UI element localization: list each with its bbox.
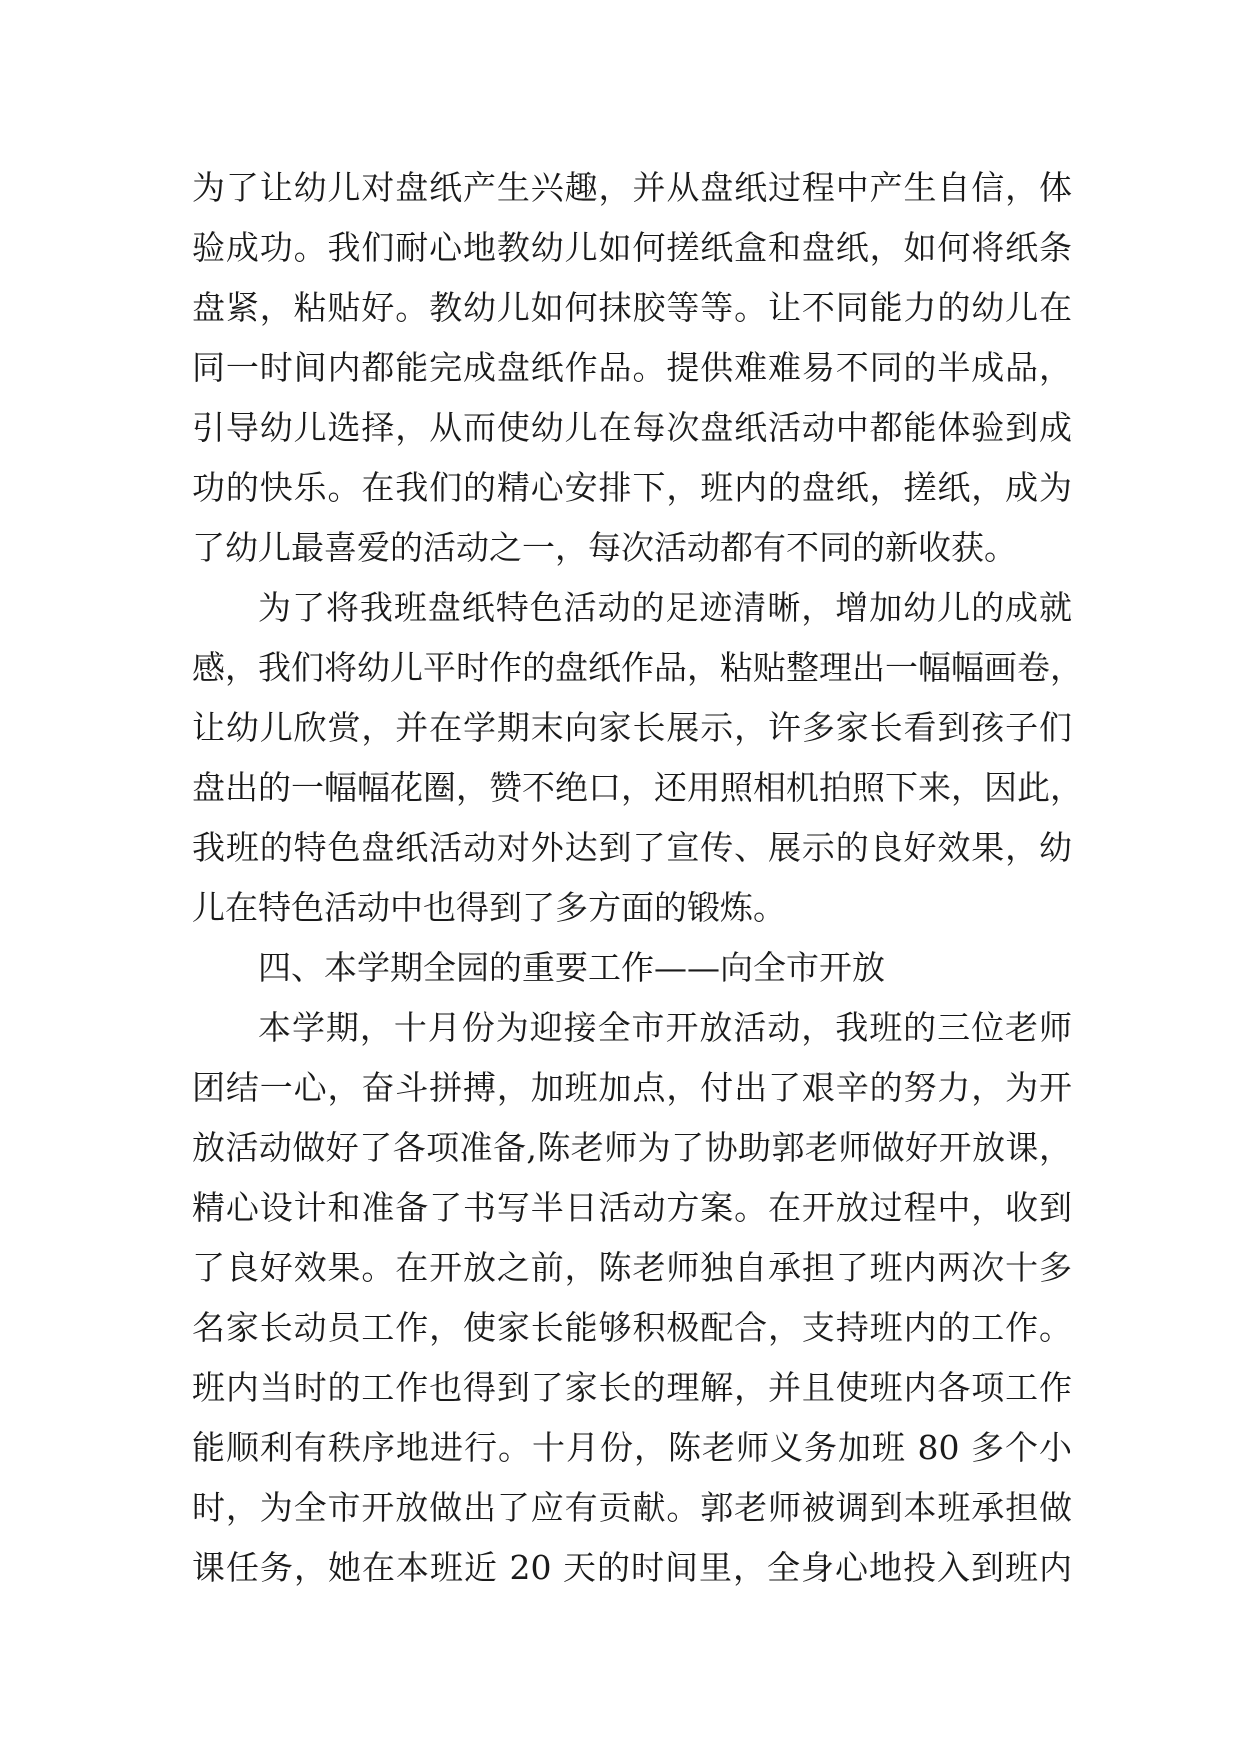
text-line: 名家长动员工作，使家长能够积极配合，支持班内的工作。	[192, 1308, 1072, 1347]
text-line: 同一时间内都能完成盘纸作品。提供难难易不同的半成品，	[192, 348, 1072, 387]
text-line: 儿在特色活动中也得到了多方面的锻炼。	[192, 888, 786, 927]
text-line: 本学期，十月份为迎接全市开放活动，我班的三位老师	[258, 1008, 1072, 1047]
text-line: 能顺利有秩序地进行。十月份，陈老师义务加班 80 多个小	[192, 1428, 1072, 1467]
text-line: 精心设计和准备了书写半日活动方案。在开放过程中，收到	[192, 1188, 1072, 1227]
text-line: 引导幼儿选择，从而使幼儿在每次盘纸活动中都能体验到成	[192, 408, 1072, 447]
body-text	[192, 158, 1083, 1598]
text-line: 盘出的一幅幅花圈，赞不绝口，还用照相机拍照下来，因此，	[192, 768, 1083, 807]
text-line: 班内当时的工作也得到了家长的理解，并且使班内各项工作	[192, 1368, 1072, 1407]
text-line: 时，为全市开放做出了应有贡献。郭老师被调到本班承担做	[192, 1488, 1072, 1527]
text-line: 了良好效果。在开放之前，陈老师独自承担了班内两次十多	[192, 1248, 1072, 1287]
text-line: 功的快乐。在我们的精心安排下，班内的盘纸，搓纸，成为	[192, 468, 1072, 507]
text-line: 四、本学期全园的重要工作——向全市开放	[258, 948, 885, 987]
text-line: 盘紧，粘贴好。教幼儿如何抹胶等等。让不同能力的幼儿在	[192, 288, 1072, 327]
text-line: 为了让幼儿对盘纸产生兴趣，并从盘纸过程中产生自信，体	[192, 168, 1072, 207]
text-line: 为了将我班盘纸特色活动的足迹清晰，增加幼儿的成就	[258, 588, 1072, 627]
text-line: 了幼儿最喜爱的活动之一，每次活动都有不同的新收获。	[192, 528, 1017, 567]
text-line: 课任务，她在本班近 20 天的时间里，全身心地投入到班内	[192, 1548, 1072, 1587]
text-line: 我班的特色盘纸活动对外达到了宣传、展示的良好效果，幼	[192, 828, 1072, 867]
text-line: 感，我们将幼儿平时作的盘纸作品，粘贴整理出一幅幅画卷，	[192, 648, 1083, 687]
text-line: 验成功。我们耐心地教幼儿如何搓纸盒和盘纸，如何将纸条	[192, 228, 1072, 267]
text-line: 让幼儿欣赏，并在学期末向家长展示，许多家长看到孩子们	[192, 708, 1072, 747]
text-line: 团结一心，奋斗拼搏，加班加点，付出了艰辛的努力，为开	[192, 1068, 1072, 1107]
text-line: 放活动做好了各项准备,陈老师为了协助郭老师做好开放课，	[192, 1128, 1072, 1167]
